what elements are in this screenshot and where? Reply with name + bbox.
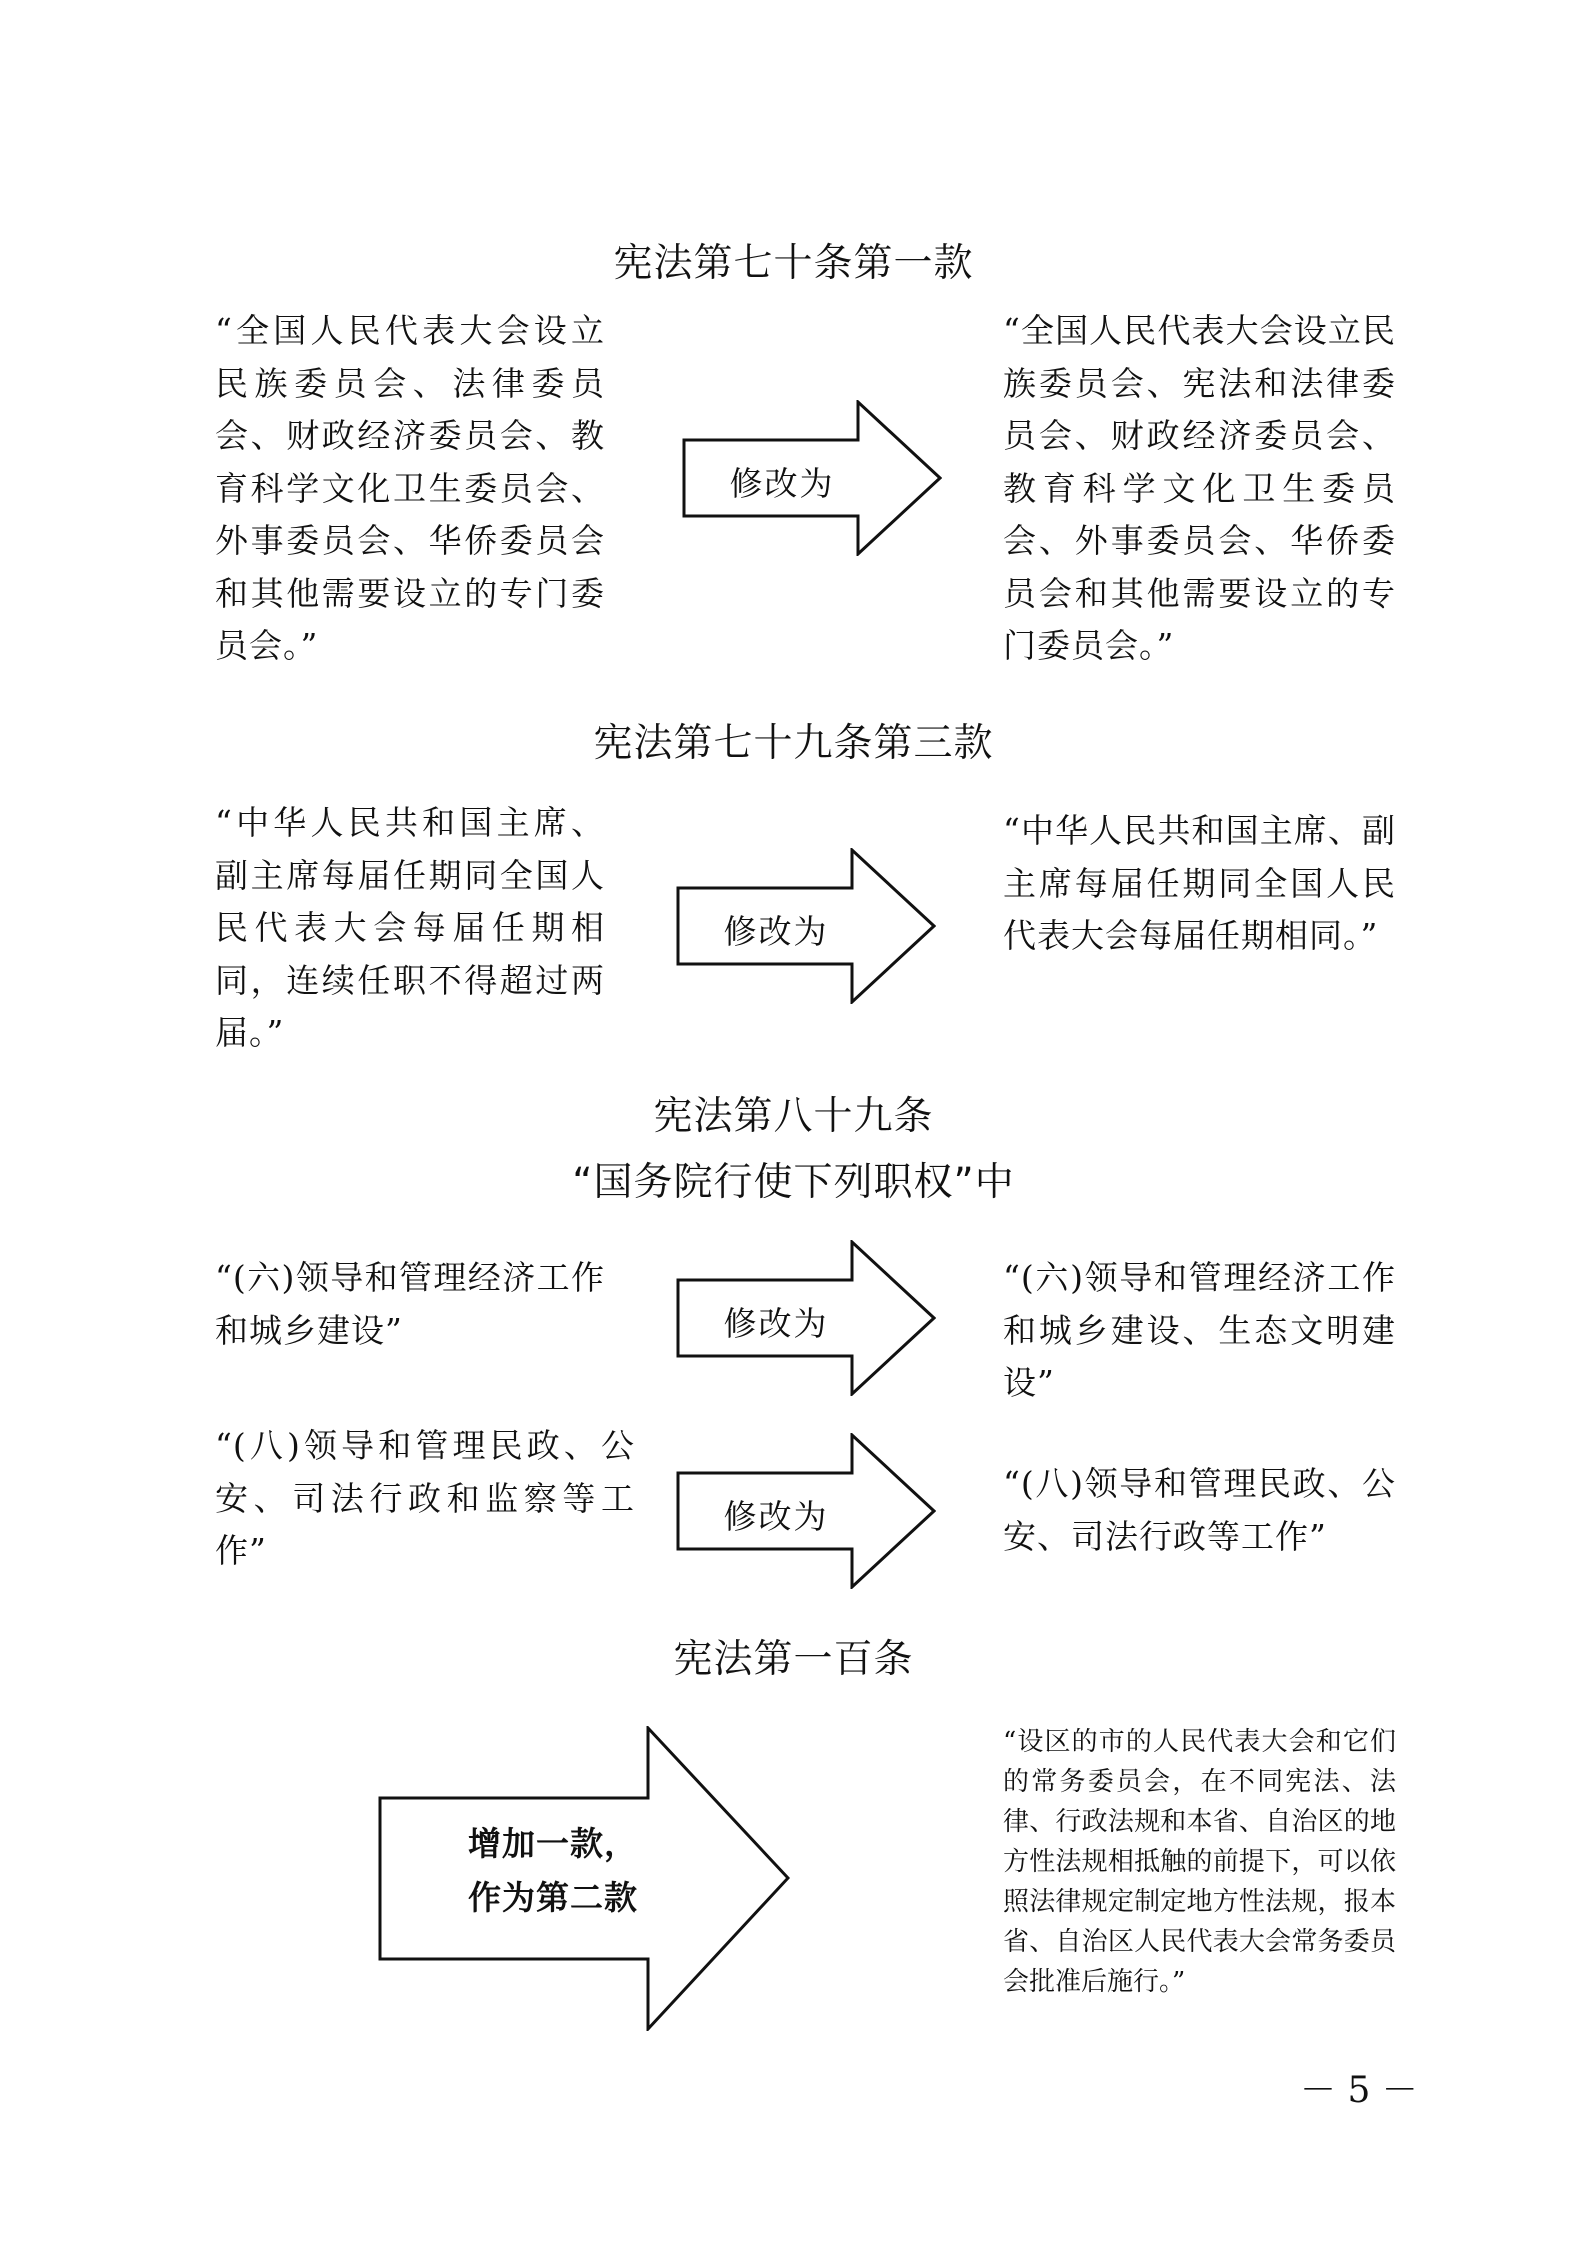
revised-text-item-6: “(六)领导和管理经济工作和城乡建设、生态文明建设”	[1003, 1258, 1396, 1402]
revised-text-article-79: “中华人民共和国主席、副主席每届任期同全国人民代表大会每届任期相同。”	[1003, 811, 1396, 955]
modify-arrow-label: 修改为	[729, 464, 835, 503]
revised-text-item-8: “(八)领导和管理民政、公安、司法行政等工作”	[1003, 1464, 1396, 1556]
original-text-item-6: “(六)领导和管理经济工作和城乡建设”	[215, 1258, 605, 1350]
modify-arrow-label: 修改为	[723, 1497, 829, 1536]
section-heading-article-70: 宪法第七十条第一款	[613, 241, 974, 286]
section-heading-article-100: 宪法第一百条	[673, 1637, 914, 1682]
section-subheading-article-89: “国务院行使下列职权”中	[572, 1160, 1015, 1205]
added-text-article-100: “设区的市的人民代表大会和它们的常务委员会，在不同宪法、法律、行政法规和本省、自治区的地方性法规相抵触的前提下，可以依照法律规定制定地方性法规，报本省、自治区人民代表大会常务委员会批准后施行。”	[1003, 1727, 1396, 1997]
add-clause-arrow-label: 增加一款， 作为第二款	[468, 1824, 638, 1917]
page-number: － 5 －	[1300, 2070, 1418, 2111]
original-text-item-8: “(八)领导和管理民政、公安、司法行政和监察等工作”	[215, 1426, 635, 1570]
modify-arrow-label: 修改为	[723, 1304, 829, 1343]
modify-arrow-label: 修改为	[723, 912, 829, 951]
section-heading-article-89: 宪法第八十九条	[653, 1094, 934, 1139]
original-text-article-70: “全国人民代表大会设立民族委员会、法律委员会、财政经济委员会、教育科学文化卫生委员会、外事委员会、华侨委员会和其他需要设立的专门委员会。”	[215, 311, 605, 665]
revised-text-article-70: “全国人民代表大会设立民族委员会、宪法和法律委员会、财政经济委员会、教育科学文化卫生委员会、外事委员会、华侨委员会和其他需要设立的专门委员会。”	[1003, 311, 1396, 665]
original-text-article-79: “中华人民共和国主席、副主席每届任期同全国人民代表大会每届任期相同，连续任职不得超过两届。”	[215, 803, 605, 1052]
section-heading-article-79: 宪法第七十九条第三款	[593, 721, 994, 766]
